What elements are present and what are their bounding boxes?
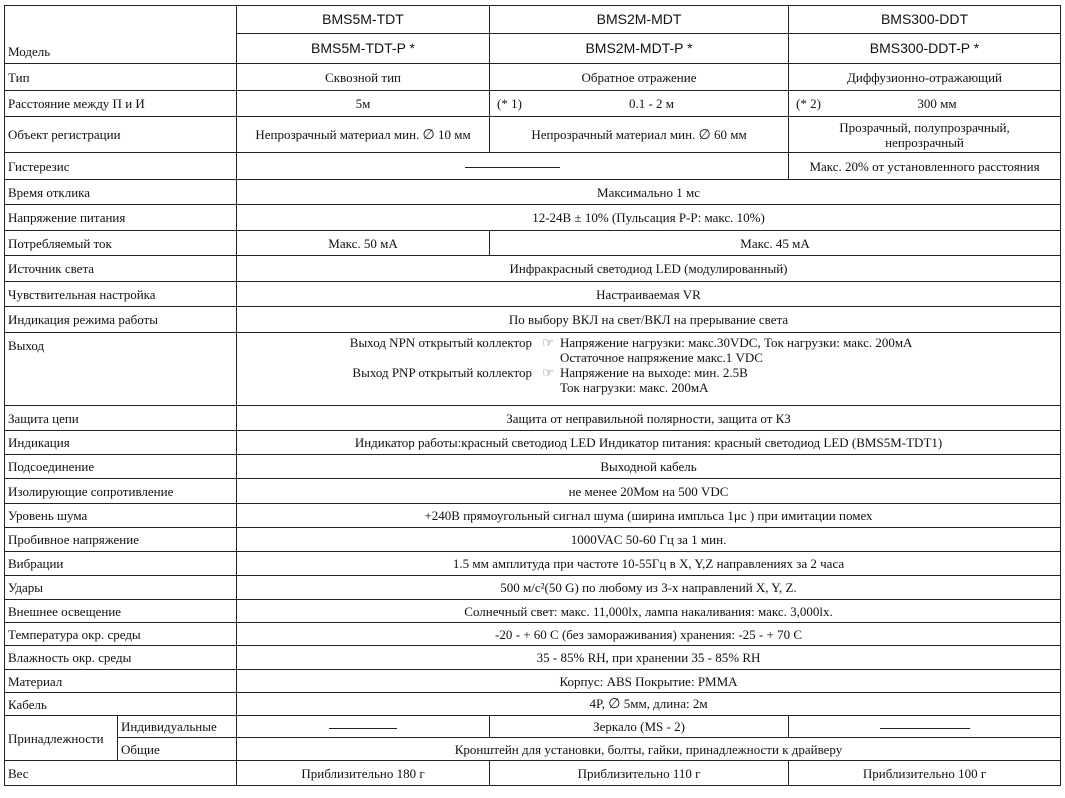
diameter-icon: ∅	[608, 697, 621, 712]
model-2: BMS2M-MDT	[490, 6, 789, 34]
label-ambient-light: Внешнее освещение	[5, 600, 237, 623]
label-temperature: Температура окр. среды	[5, 623, 237, 646]
label-distance: Расстояние между П и И	[5, 91, 237, 117]
pnp-label: Выход PNP открытый коллектор	[352, 365, 533, 380]
row-type	[5, 64, 1061, 91]
model-3-p: BMS300-DDT-P *	[789, 34, 1061, 64]
row-connection	[5, 455, 1061, 479]
accessories-individual-value-1	[237, 716, 490, 738]
row-shock	[5, 576, 1061, 600]
output-npn-extra	[240, 350, 1057, 365]
label-accessories: Принадлежности	[5, 716, 118, 761]
label-weight: Вес	[5, 761, 237, 786]
pnp-spec-2: Ток нагрузки: макс. 200мА	[560, 380, 709, 395]
label-output: Выход	[5, 333, 237, 406]
row-indication	[5, 431, 1061, 455]
model-3: BMS300-DDT	[789, 6, 1061, 34]
model-label: Модель	[5, 6, 237, 64]
row-distance	[5, 91, 1061, 117]
row-light-source	[5, 256, 1061, 282]
label-material: Материал	[5, 670, 237, 693]
object-value-2	[490, 117, 789, 153]
cable-pins: 4P,	[589, 696, 606, 711]
row-response	[5, 180, 1061, 205]
row-voltage	[5, 205, 1061, 231]
distance-value-3: 300 мм	[917, 96, 957, 111]
hysteresis-value-3: Макс. 20% от установленного расстояния	[789, 153, 1061, 180]
model-1-p: BMS5M-TDT-P *	[237, 34, 490, 64]
label-voltage: Напряжение питания	[5, 205, 237, 231]
label-indication: Индикация	[5, 431, 237, 455]
label-type: Тип	[5, 64, 237, 91]
hysteresis-value-12	[237, 153, 789, 180]
row-output	[5, 333, 1061, 406]
diameter-icon: ∅	[422, 127, 435, 143]
object-3-line-1: Прозрачный, полупрозрачный,	[839, 119, 1010, 135]
noise-value: +240В прямоугольный сигнал шума (ширина импльса 1μс ) при имитации помех	[237, 504, 1061, 528]
pointing-hand-icon: ☞	[542, 335, 554, 350]
npn-label: Выход NPN открытый коллектор	[349, 335, 533, 350]
row-insulation	[5, 479, 1061, 504]
diameter-icon: ∅	[698, 127, 711, 143]
output-pnp-extra	[240, 380, 1057, 395]
row-hysteresis	[5, 153, 1061, 180]
row-noise	[5, 504, 1061, 528]
row-breakdown	[5, 528, 1061, 552]
object-3-line-2: непрозрачный	[885, 134, 964, 150]
accessories-individual-value-3	[789, 716, 1061, 738]
output-pnp	[240, 365, 1057, 380]
temperature-value: -20 - + 60 С (без замораживания) хранения: -25 - + 70 С	[237, 623, 1061, 646]
indication-value: Индикатор работы:красный светодиод LED Индикатор питания: красный светодиод LED (BMS5M-TDT1)	[237, 431, 1061, 455]
ambient-light-value: Солнечный свет: макс. 11,000lx, лампа накаливания: макс. 3,000lx.	[237, 600, 1061, 623]
model-1: BMS5M-TDT	[237, 6, 490, 34]
type-value-2: Обратное отражение	[490, 64, 789, 91]
object-1-size: 10 мм	[437, 126, 471, 142]
current-value-1: Макс. 50 мА	[237, 231, 490, 256]
label-sensitivity: Чувствительная настройка	[5, 282, 237, 307]
breakdown-value: 1000VAC 50-60 Гц за 1 мин.	[237, 528, 1061, 552]
connection-value: Выходной кабель	[237, 455, 1061, 479]
light-source-value: Инфракрасный светодиод LED (модулированный)	[237, 256, 1061, 282]
row-sensitivity	[5, 282, 1061, 307]
label-object: Объект регистрации	[5, 117, 237, 153]
protection-value: Защита от неправильной полярности, защита от КЗ	[237, 406, 1061, 431]
label-protection: Защита цепи	[5, 406, 237, 431]
npn-spec-1: Напряжение нагрузки: макс.30VDC, Ток нагрузки: макс. 200мА	[560, 335, 913, 350]
npn-spec-2: Остаточное напряжение макс.1 VDC	[560, 350, 763, 365]
accessories-individual-value-2: Зеркало (MS - 2)	[490, 716, 789, 738]
label-response: Время отклика	[5, 180, 237, 205]
cable-value	[237, 693, 1061, 716]
row-protection	[5, 406, 1061, 431]
label-noise: Уровень шума	[5, 504, 237, 528]
accessories-common-value: Кронштейн для установки, болты, гайки, принадлежности к драйверу	[237, 738, 1061, 761]
label-accessories-individual: Индивидуальные	[118, 716, 237, 738]
model-2-p: BMS2M-MDT-P *	[490, 34, 789, 64]
label-breakdown: Пробивное напряжение	[5, 528, 237, 552]
row-humidity	[5, 646, 1061, 670]
object-value-1	[237, 117, 490, 153]
label-hysteresis: Гистерезис	[5, 153, 237, 180]
mode-value: По выбору ВКЛ на свет/ВКЛ на прерывание света	[237, 307, 1061, 333]
object-value-3	[789, 117, 1061, 153]
output-value	[237, 333, 1061, 406]
material-value: Корпус: ABS Покрытие: PMMA	[237, 670, 1061, 693]
sensitivity-value: Настраиваемая VR	[237, 282, 1061, 307]
dash-line	[465, 167, 560, 168]
distance-cell-3	[789, 91, 1061, 117]
output-npn	[240, 335, 1057, 350]
row-vibration	[5, 552, 1061, 576]
label-cable: Кабель	[5, 693, 237, 716]
label-connection: Подсоединение	[5, 455, 237, 479]
label-accessories-common: Общие	[118, 738, 237, 761]
distance-note-2: (* 2)	[796, 96, 821, 111]
row-accessories-individual	[5, 716, 1061, 738]
dash-line	[880, 728, 970, 729]
weight-value-2: Приблизительно 110 г	[490, 761, 789, 786]
row-object	[5, 117, 1061, 153]
specification-table	[4, 5, 1061, 786]
row-material	[5, 670, 1061, 693]
label-humidity: Влажность окр. среды	[5, 646, 237, 670]
header-row-models	[5, 6, 1061, 34]
pnp-spec-1: Напряжение на выходе: мин. 2.5В	[560, 365, 748, 380]
response-value: Максимально 1 мс	[237, 180, 1061, 205]
vibration-value: 1.5 мм амплитуда при частоте 10-55Гц в X, Y,Z направлениях за 2 часа	[237, 552, 1061, 576]
row-current	[5, 231, 1061, 256]
insulation-value: не менее 20Мом на 500 VDC	[237, 479, 1061, 504]
object-1-text: Непрозрачный материал мин.	[255, 126, 420, 142]
type-value-3: Диффузионно-отражающий	[789, 64, 1061, 91]
row-weight	[5, 761, 1061, 786]
current-value-23: Макс. 45 мА	[490, 231, 1061, 256]
row-accessories-common	[5, 738, 1061, 761]
label-shock: Удары	[5, 576, 237, 600]
label-current: Потребляемый ток	[5, 231, 237, 256]
label-light-source: Источник света	[5, 256, 237, 282]
dash-line	[329, 728, 397, 729]
voltage-value: 12-24В ± 10% (Пульсация P-P: макс. 10%)	[237, 205, 1061, 231]
row-ambient-light	[5, 600, 1061, 623]
humidity-value: 35 - 85% RH, при хранении 35 - 85% RH	[237, 646, 1061, 670]
label-insulation: Изолирующие сопротивление	[5, 479, 237, 504]
label-vibration: Вибрации	[5, 552, 237, 576]
object-2-size: 60 мм	[713, 126, 747, 142]
pointing-hand-icon: ☞	[542, 365, 554, 380]
cable-spec: 5мм, длина: 2м	[623, 696, 708, 711]
shock-value: 500 м/с²(50 G) по любому из 3-х направлений X, Y, Z.	[237, 576, 1061, 600]
distance-value-2: 0.1 - 2 м	[628, 96, 674, 111]
object-2-text: Непрозрачный материал мин.	[531, 126, 696, 142]
row-mode	[5, 307, 1061, 333]
row-cable	[5, 693, 1061, 716]
distance-note-1: (* 1)	[497, 96, 522, 111]
weight-value-3: Приблизительно 100 г	[789, 761, 1061, 786]
distance-value-1: 5м	[237, 91, 490, 117]
type-value-1: Сквозной тип	[237, 64, 490, 91]
label-mode: Индикация режима работы	[5, 307, 237, 333]
row-temperature	[5, 623, 1061, 646]
weight-value-1: Приблизительно 180 г	[237, 761, 490, 786]
distance-cell-2	[490, 91, 789, 117]
